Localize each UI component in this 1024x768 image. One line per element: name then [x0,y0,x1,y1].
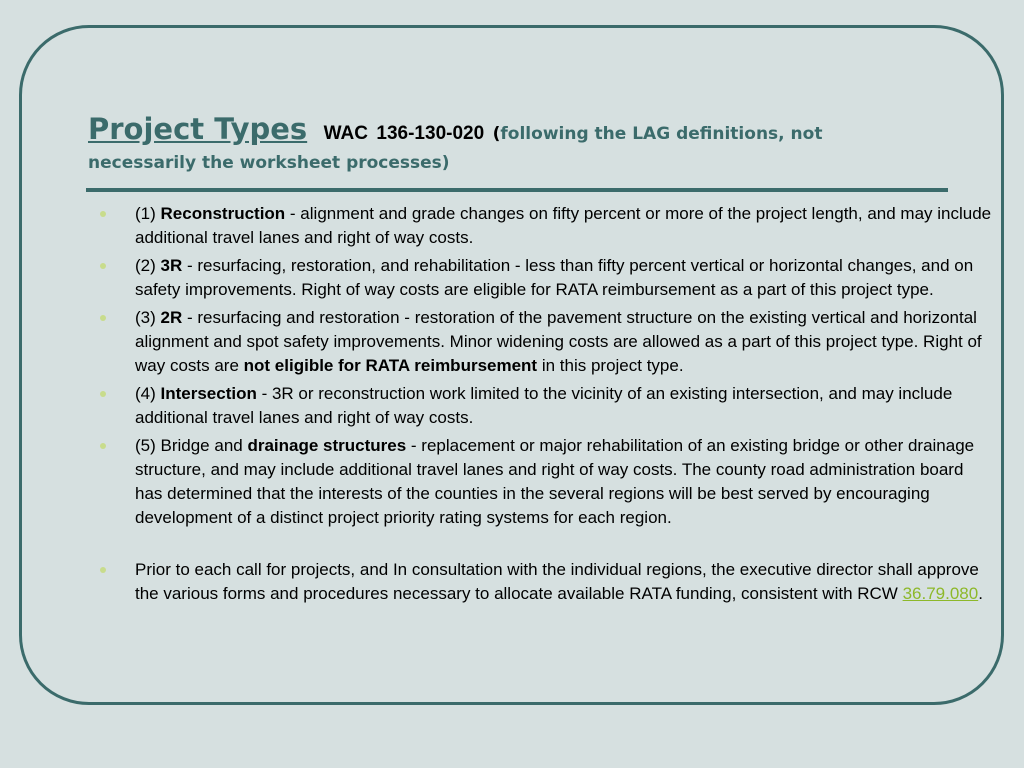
item-text-end: . [978,584,983,603]
list-item-intersection [100,382,992,430]
bullet-icon [100,211,106,217]
list-item-call-for-projects [100,558,992,606]
title-note-line1: following the LAG definitions, not [500,124,823,144]
list-item-3r [100,254,992,302]
item-emphasis: not eligible for RATA reimbursement [243,356,538,375]
bullet-icon [100,443,106,449]
bullet-icon [100,315,106,321]
bullet-icon [100,567,106,573]
title-paren: ( [492,124,501,144]
rcw-link[interactable]: 36.79.080 [902,584,979,603]
list-item-2r [100,306,992,378]
item-description: - resurfacing, restoration, and rehabilitation - less than fifty percent vertical or horizontal changes, and on safety improvements. Right of way costs are eligible for RATA reimbursement as a part of this project type. [135,256,974,299]
bullet-icon [100,263,106,269]
bullet-icon [100,391,106,397]
list-item-reconstruction [100,202,992,250]
item-term: Reconstruction [160,204,286,223]
title-divider [86,188,948,192]
page-title: Project Types [88,112,308,146]
item-text: Prior to each call for projects, and In consultation with the individual regions, the executive director shall approve the various forms and procedures necessary to allocate available RATA funding, consistent with RCW [135,560,979,603]
title-block [88,112,968,174]
item-number: (5) Bridge and [135,436,243,455]
title-wac-code: 136-130-020 [376,123,485,144]
item-term: drainage structures [247,436,407,455]
item-term: 2R [160,308,183,327]
title-wac-label: WAC [323,123,368,144]
list-item-bridge-drainage [100,434,992,530]
item-description-end: in this project type. [537,356,684,375]
title-note-line2: necessarily the worksheet processes) [88,153,450,173]
item-description: - alignment and grade changes on fifty percent or more of the project length, and may include additional travel lanes and right of way costs. [135,204,992,247]
item-number: (2) [135,256,156,275]
item-description: - replacement or major rehabilitation of an existing bridge or other drainage structure, and may include additional travel lanes and right of way costs. The county road administration board has determined that the interests of the counties in the several regions will be best served by encouraging development of a distinct project priority rating systems for each region. [135,436,975,527]
item-term: 3R [160,256,183,275]
item-number: (4) [135,384,156,403]
item-term: Intersection [160,384,257,403]
item-description: - 3R or reconstruction work limited to the vicinity of an existing intersection, and may include additional travel lanes and right of way costs. [135,384,953,427]
definition-list [100,202,992,610]
item-number: (3) [135,308,156,327]
item-description: - resurfacing and restoration - restoration of the pavement structure on the existing vertical and horizontal alignment and spot safety improvements. Minor widening costs are allowed as a part of this project type. Right of way costs are [135,308,982,375]
item-number: (1) [135,204,156,223]
title-line [88,112,968,152]
